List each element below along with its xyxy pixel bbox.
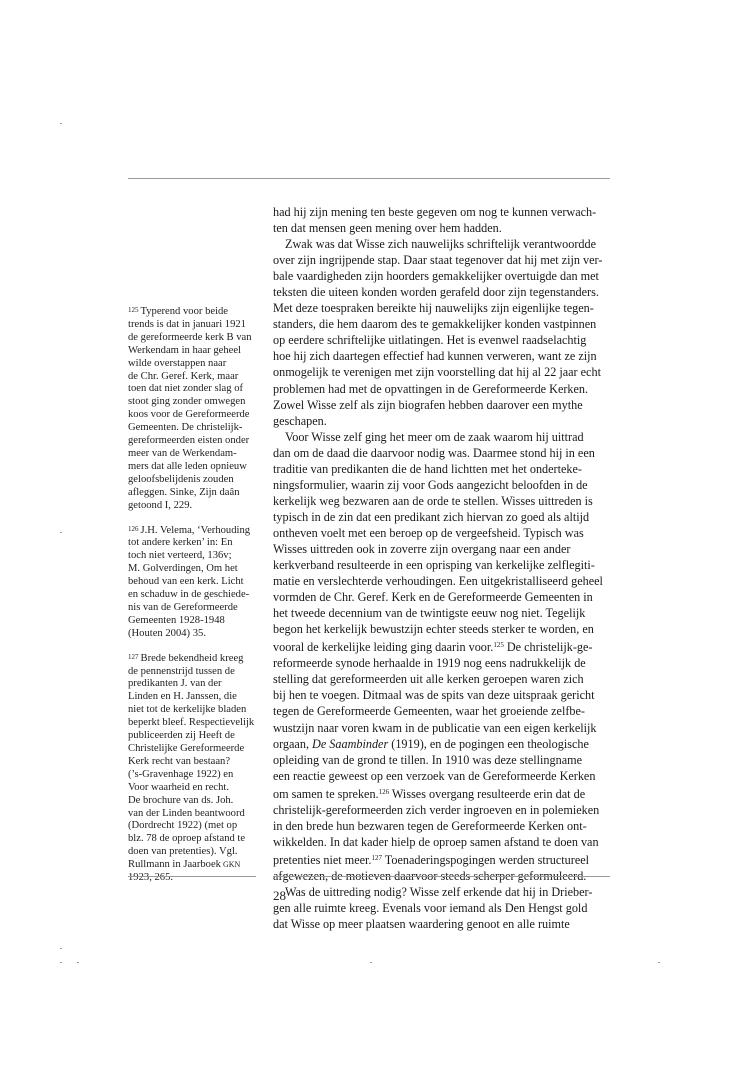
scan-speck [60,962,62,963]
footnote-text: Brede bekendheid kreeg de pennenstrijd tussen de predikanten J. van der Linden en H. Janssen, die niet tot de kerkelijke bladen beperkt bleef. Respectievelijk publiceerden zij Heeft de Christelijke Gereformeerde Kerk recht van bestaan? (’s-Gravenhage 1922) en Voor waarheid en recht. De brochure van ds. Joh. van der Linden beantwoord (Dordrecht 1922) (met op blz. 78 de oproep afstand te doen van pretenties). Vgl. Rullmann in Jaarboek [128,652,255,871]
footnote-125 [128,304,256,513]
paragraph-1: had hij zijn mening ten beste gegeven om nog te kunnen verwach- ten dat mensen geen mening over hem hadden. [273,205,597,236]
paragraph-3-part-e: Toenaderingspogingen werden structureel afgewezen, de motieven daarvoor steeds scherper geformuleerd. [273,852,590,883]
scan-speck [77,962,79,963]
scan-speck [60,123,62,124]
footnote-ref-125: 125 [493,641,504,650]
paragraph-4: Was de uittreding nodig? Wisse zelf erkende dat hij in Drieber- gen alle ruimte kreeg. Evenals voor iemand als Den Hengst gold dat Wisse op meer plaatsen waardering genoot en alle ruimte [273,884,593,932]
paragraph-3 [273,429,610,884]
paragraph-3-part-a: Voor Wisse zelf ging het meer om de zaak waarom hij uittrad dan om de daad die daarvoor nodig was. Daarmee stond hij in een traditie van predikanten die de hand lichtten met het onderteke- ningsformulier, waarin zij voor Gods aangezicht beloofden in de kerkelijk weg bezwaren aan de orde te stellen. Wisses uittreden is typisch in de zin dat een predikant zich hiervan zo goed als altijd ontheven voelt met een beroep op de vergeefsheid. Typisch was Wisses uittreden ook in zoverre zijn overgang naar een ander kerkverband resulteerde in een oprisping van kerkelijke zelflegiti- matie en verslechterde verhoudingen. Een uitgekristalliseerd geheel vormden de Chr. Geref. Kerk en de Gereformeerde Gemeenten in het tweede decennium van de twintigste eeuw nog niet. Tegelijk begon het kerkelijk bewustzijn echter steeds sterker te worden, en vooral de kerkelijke leiding ging daarin voor. [273,429,603,655]
footnote-ref-127: 127 [371,853,382,862]
body-text [273,204,610,932]
footnote-abbrev: GKN [220,860,241,870]
header-rule [128,178,610,179]
page-number: 28 [273,888,286,903]
scan-speck [370,962,372,963]
periodical-title: De Saambinder [312,736,389,751]
paragraph-3-part-d: Wisses overgang resulteerde erin dat de christelijk-gereformeerden zich verder ingroeven en in polemieken in den brede hun bezwaren tegen de Gereformeerde Kerken ont- wikkelden. In dat kader hielp de oproep samen afstand te doen van pretenties niet meer. [273,786,600,867]
footnote-text: Typerend voor beide trends is dat in januari 1921 de gereformeerde kerk B van Werkendam in haar geheel wilde overstappen naar de Chr. Geref. Kerk, maar toen dat niet zonder slag of stoot ging zonder omwegen koos voor de Gereformeerde Gemeenten. De christelijk- gereformeerden eisten onder meer van de Werkendam- mers dat alle leden opnieuw geloofsbelijdenis zouden afleggen. Sinke, Zijn daân getoond I, 229. [128,306,252,511]
footnote-127 [128,651,256,885]
footnotes-bottom-rule [128,876,256,877]
footnote-126 [128,523,256,641]
body-bottom-rule [273,876,610,877]
footnote-number: 125 [128,306,139,314]
paragraph-3-part-c: (1919), en de pogingen een theologische opleiding van de grond te tillen. In 1910 was deze stellingname een reactie geweest op een verzoek van de Gereformeerde Kerken om samen te spreken. [273,736,596,801]
footnote-number: 126 [128,524,139,533]
paragraph-3-part-b: De christelijk-ge- reformeerde synode herhaalde in 1919 nog eens nadrukkelijk de stelling dat gereformeerden uit alle kerken geroepen waren zich bij hen te voegen. Ditmaal was de spits van deze uitspraak gericht tegen de Gereformeerde Gemeenten, waar het groeiende zelfbe- wustzijn naar voren kwam in de publicatie van een eigen kerkelijk orgaan, [273,640,597,751]
footnote-number: 127 [128,652,139,661]
footnote-text-end: 1923, 265. [128,872,174,884]
scan-speck [60,532,62,533]
footnotes-column [128,304,256,895]
scan-speck [658,962,660,963]
footnote-ref-126: 126 [378,787,390,796]
scan-speck [60,948,62,949]
footnote-text: J.H. Velema, ‘Verhouding tot andere kerken’ in: En toch niet verteerd, 136v; M. Golverdingen, Om het behoud van een kerk. Licht en schaduw in de geschiede- nis van de Gereformeerde Gemeenten 1928-1948 (Houten 2004) 35. [128,524,251,639]
paragraph-2: Zwak was dat Wisse zich nauwelijks schriftelijk verantwoordde over zijn ingrijpende stap. Daar staat tegenover dat hij met zijn ver- bale vaardigheden zijn hoorders gemakkelijker overtuigde dan met teksten die uiteen konden worden gerafeld door zijn tegenstanders. Met deze toespraken bereikte hij nauwelijks zijn eigenlijke tegen- standers, die hem daarom des te gemakkelijker konden vastpinnen op eerdere schriftelijke uitlatingen. Het is evenwel raadselachtig hoe hij zich daartegen effectief had kunnen verweren, want ze zijn onmogelijk te verenigen met zijn voorstelling dat hij al 22 jaar echt problemen had met de opvattingen in de Gereformeerde Kerken. Zowel Wisse zelf als zijn biografen hebben daarover een mythe geschapen. [273,237,603,428]
